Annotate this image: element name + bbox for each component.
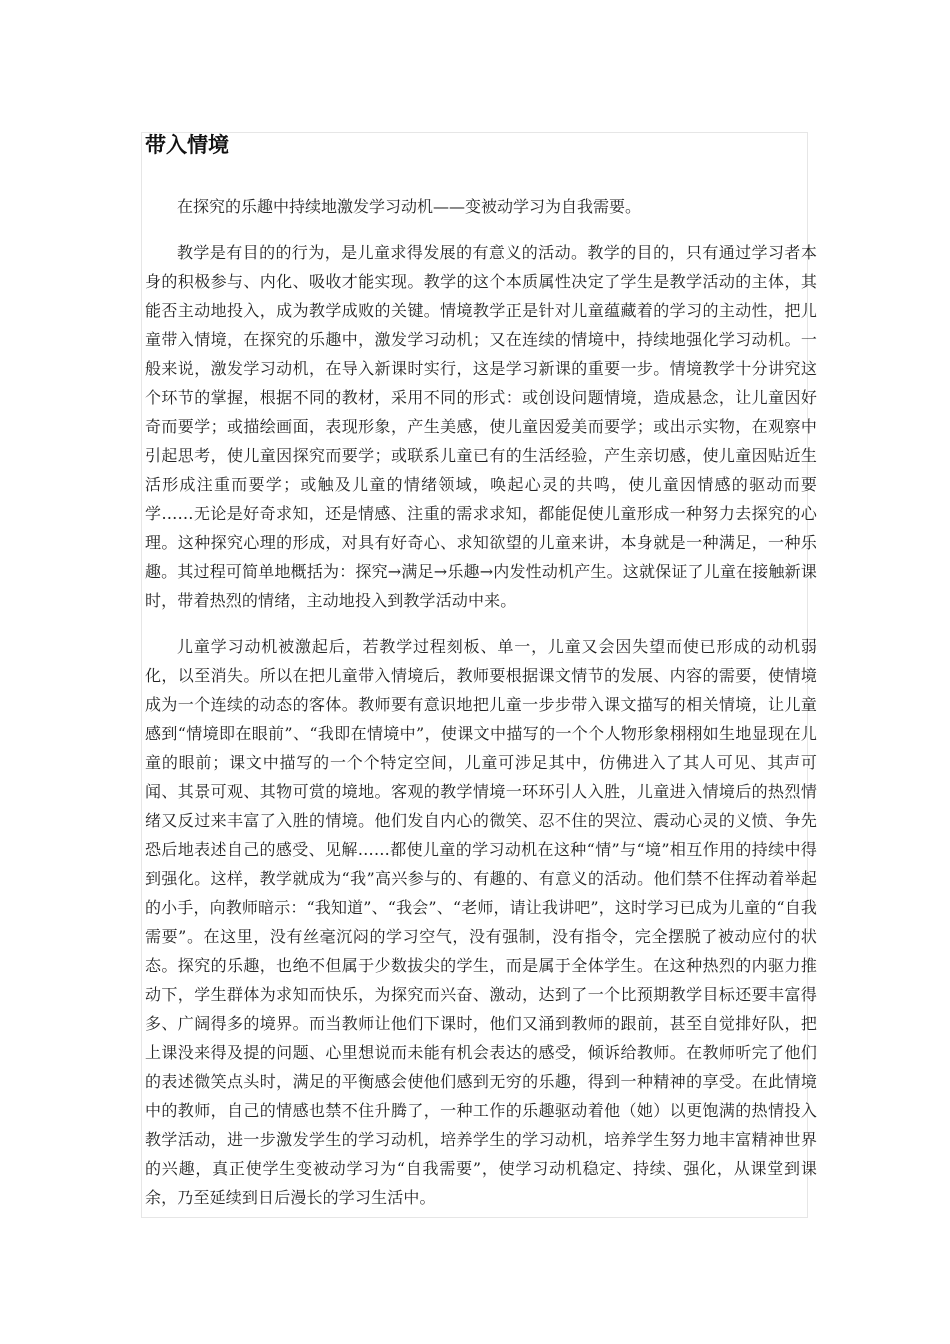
lead-sentence: 在探究的乐趣中持续地激发学习动机——变被动学习为自我需要。 (177, 197, 642, 216)
paragraph-1: 教学是有目的的行为，是儿童求得发展的有意义的活动。教学的目的，只有通过学习者本身的积极参与、内化、吸收才能实现。教学的这个本质属性决定了学生是教学活动的主体，其能否主动地投入，成为教学成败的关键。情境教学正是针对儿童蕴藏着的学习的主动性，把儿童带入情境，在探究的乐趣中，激发学习动机；又在连续的情境中，持续地强化学习动机。一般来说，激发学习动机，在导入新课时实行，这是学习新课的重要一步。情境教学十分讲究这个环节的掌握，根据不同的教材，采用不同的形式：或创设问题情境，造成悬念，让儿童因好奇而要学；或描绘画面，表现形象，产生美感，使儿童因爱美而要学；或出示实物，在观察中引起思考，使儿童因探究而要学；或联系儿童已有的生活经验，产生亲切感，使儿童因贴近生活形成注重而要学；或触及儿童的情绪领域，唤起心灵的共鸣，使儿童因情感的驱动而要学……无论是好奇求知，还是情感、注重的需求求知，都能促使儿童形成一种努力去探究的心理。这种探究心理的形成，对具有好奇心、求知欲望的儿童来讲，本身就是一种满足，一种乐趣。其过程可简单地概括为：探究→满足→乐趣→内发性动机产生。这就保证了儿童在接触新课时，带着热烈的情绪，主动地投入到教学活动中来。 (145, 243, 817, 610)
paragraph-2: 儿童学习动机被激起后，若教学过程刻板、单一，儿童又会因失望而使已形成的动机弱化，以至消失。所以在把儿童带入情境后，教师要根据课文情节的发展、内容的需要，使情境成为一个连续的动态的客体。教师要有意识地把儿童一步步带入课文描写的相关情境，让儿童感到“情境即在眼前”、“我即在情境中”，使课文中描写的一个个人物形象栩栩如生地显现在儿童的眼前；课文中描写的一个个特定空间，儿童可涉足其中，仿佛进入了其人可见、其声可闻、其景可观、其物可赏的境地。客观的教学情境一环环引人入胜，儿童进入情境后的热烈情绪又反过来丰富了入胜的情境。他们发自内心的微笑、忍不住的哭泣、震动心灵的义愤、争先恐后地表述自己的感受、见解……都使儿童的学习动机在这种“情”与“境”相互作用的持续中得到强化。这样，教学就成为“我”高兴参与的、有趣的、有意义的活动。他们禁不住挥动着举起的小手，向教师暗示：“我知道”、“我会”、“老师，请让我讲吧”，这时学习已成为儿童的“自我需要”。在这里，没有丝毫沉闷的学习空气，没有强制，没有指令，完全摆脱了被动应付的状态。探究的乐趣，也绝不但属于少数拔尖的学生，而是属于全体学生。在这种热烈的内驱力推动下，学生群体为求知而快乐，为探究而兴奋、激动，达到了一个比预期教学目标还要丰富得多、广阔得多的境界。而当教师让他们下课时，他们又涌到教师的跟前，甚至自觉排好队，把上课没来得及提的问题、心里想说而未能有机会表达的感受，倾诉给教师。在教师听完了他们的表述微笑点头时，满足的平衡感会使他们感到无穷的乐趣，得到一种精神的享受。在此情境中的教师，自己的情感也禁不住升腾了，一种工作的乐趣驱动着他（她）以更饱满的热情投入教学活动，进一步激发学生的学习动机，培养学生的学习动机，培养学生努力地丰富精神世界的兴趣，真正使学生变被动学习为“自我需要”，使学习动机稳定、持续、强化，从课堂到课余，乃至延续到日后漫长的学习生活中。 (145, 637, 818, 1207)
document-body (145, 193, 817, 1229)
document-title: 带入情境 (145, 133, 229, 157)
